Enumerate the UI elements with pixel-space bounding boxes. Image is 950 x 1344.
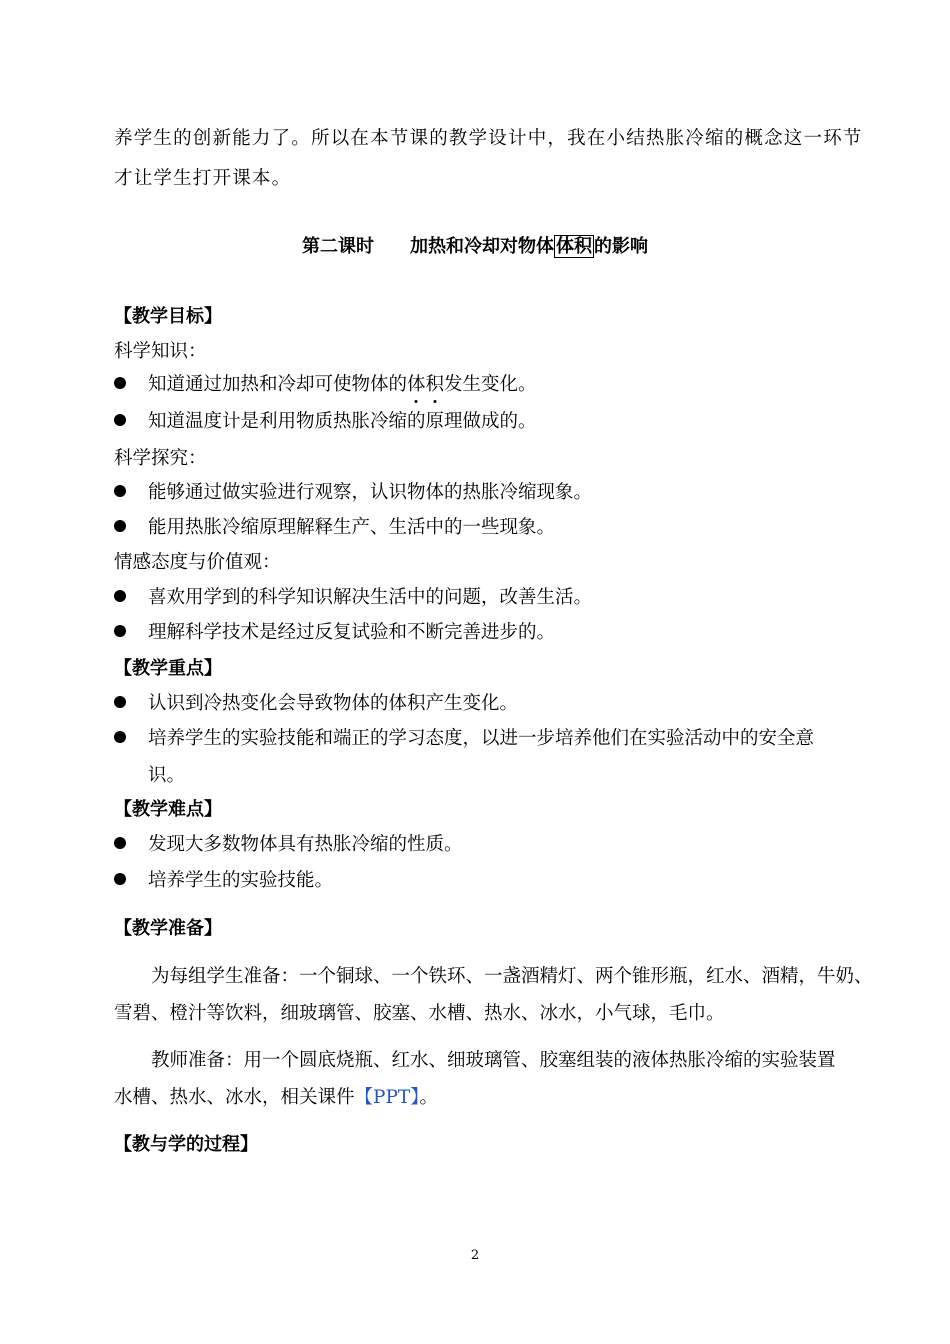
teacher-prep-end: 。 — [419, 1087, 439, 1108]
emphasis-char: 积 — [425, 374, 445, 395]
lesson-topic: 加热和冷却对物体 — [410, 236, 554, 257]
lesson-topic-boxed: 体积 — [556, 236, 592, 257]
list-item-text: 培养学生的实验技能。 — [148, 870, 334, 891]
teacher-prep-line-1: 教师准备：用一个圆底烧瓶、红水、细玻璃管、胶塞组装的液体热胀冷缩的实验装置 — [151, 1050, 836, 1071]
process-heading: 【教与学的过程】 — [114, 1134, 258, 1155]
bullet-icon — [114, 520, 126, 532]
lesson-title — [0, 232, 950, 258]
bullet-icon — [114, 590, 126, 602]
teacher-prep-text: 水槽、热水、冰水，相关课件 — [114, 1087, 355, 1108]
preparation-heading: 【教学准备】 — [114, 918, 222, 939]
bullet-icon — [114, 625, 126, 637]
intro-line-2: 才让学生打开课本。 — [114, 168, 292, 189]
list-item-text: 发现大多数物体具有热胀冷缩的性质。 — [148, 834, 463, 855]
page-number: 2 — [470, 1248, 480, 1263]
ppt-link-bracket-open: 【 — [354, 1087, 374, 1108]
bullet-icon — [114, 696, 126, 708]
teacher-prep-line-2 — [114, 1083, 438, 1109]
bullet-icon — [114, 873, 126, 885]
bullet-icon — [114, 377, 126, 389]
objectives-heading: 【教学目标】 — [114, 306, 222, 327]
bullet-icon — [114, 731, 126, 743]
list-item-text: 认识到冷热变化会导致物体的体积产生变化。 — [148, 693, 519, 714]
list-item-text: 发生变化。 — [444, 374, 537, 395]
student-prep-line-1: 为每组学生准备：一个铜球、一个铁环、一盏酒精灯、两个锥形瓶，红水、酒精，牛奶、 — [151, 966, 873, 987]
student-prep-line-2: 雪碧、橙汁等饮料，细玻璃管、胶塞、水槽、热水、冰水，小气球，毛巾。 — [114, 1003, 725, 1024]
difficulties-heading: 【教学难点】 — [114, 799, 222, 820]
ppt-link-bracket-close: 】 — [410, 1087, 420, 1108]
bullet-icon — [114, 485, 126, 497]
list-item-text: 能够通过做实验进行观察，认识物体的热胀冷缩现象。 — [148, 482, 593, 503]
ppt-link-text: PPT — [373, 1087, 411, 1108]
list-item-text: 培养学生的实验技能和端正的学习态度，以进一步培养他们在实验活动中的安全意 — [148, 728, 815, 749]
bullet-icon — [114, 837, 126, 849]
ppt-link[interactable] — [355, 1087, 420, 1108]
intro-line-1: 养学生的创新能力了。所以在本节课的教学设计中，我在小结热胀冷缩的概念这一环节 — [114, 128, 863, 149]
inquiry-label: 科学探究： — [114, 448, 207, 469]
attitude-label: 情感态度与价值观： — [114, 552, 281, 573]
emphasis-char: 体 — [407, 374, 426, 395]
list-item-text: 喜欢用学到的科学知识解决生活中的问题，改善生活。 — [148, 587, 593, 608]
lesson-topic-end: 的影响 — [594, 236, 648, 257]
list-item-text: 知道温度计是利用物质热胀冷缩的原理做成的。 — [148, 411, 537, 432]
list-item-text: 知道通过加热和冷却可使物体的 — [148, 374, 408, 395]
list-item-text: 理解科学技术是经过反复试验和不断完善进步的。 — [148, 622, 556, 643]
knowledge-label: 科学知识： — [114, 341, 207, 362]
key-points-heading: 【教学重点】 — [114, 658, 222, 679]
list-item-text: 能用热胀冷缩原理解释生产、生活中的一些现象。 — [148, 517, 556, 538]
bullet-icon — [114, 414, 126, 426]
list-item-continuation: 识。 — [148, 765, 186, 786]
lesson-number: 第二课时 — [302, 236, 374, 257]
